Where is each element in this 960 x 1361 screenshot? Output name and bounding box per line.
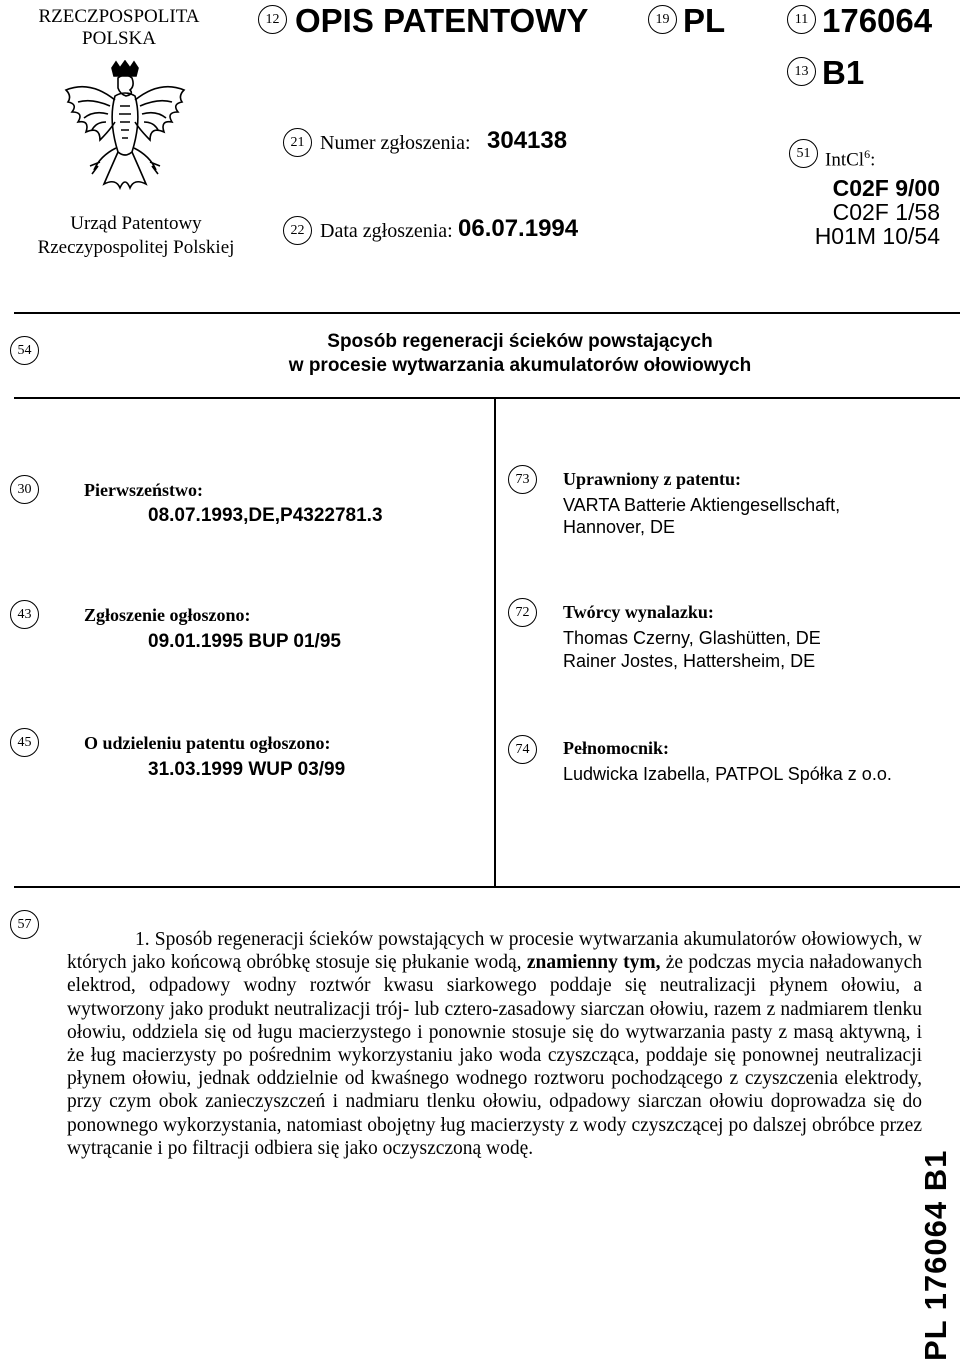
claim-text <box>67 928 922 1160</box>
title-divider <box>14 397 960 399</box>
office-line1: Urząd Patentowy <box>70 213 202 234</box>
inid-code-43: 43 <box>10 600 39 629</box>
owner-line2: Hannover, DE <box>563 517 676 537</box>
country-line1: RZECZPOSPOLITA <box>38 6 200 27</box>
owner-name <box>563 494 840 538</box>
inventors-label: Twórcy wynalazku: <box>563 602 714 622</box>
inid-code-22: 22 <box>283 216 312 245</box>
patent-office-name <box>26 212 246 260</box>
priority-label: Pierwszeństwo: <box>84 480 203 500</box>
grant-published-value: 31.03.1999 WUP 03/99 <box>148 759 346 780</box>
bib-divider <box>14 886 960 888</box>
int-cl-value-3: H01M 10/54 <box>814 223 940 249</box>
invention-title <box>260 330 780 378</box>
inventor-2: Rainer Jostes, Hattersheim, DE <box>563 651 816 671</box>
inid-code-30: 30 <box>10 475 39 504</box>
document-type: OPIS PATENTOWY <box>295 2 589 39</box>
title-line2: w procesie wytwarzania akumulatorów ołowiowych <box>288 355 752 376</box>
header-divider <box>14 312 960 314</box>
inid-code-54: 54 <box>10 336 39 365</box>
priority-value: 08.07.1993,DE,P4322781.3 <box>148 505 383 526</box>
office-line2: Rzeczypospolitej Polskiej <box>37 237 235 258</box>
inventors-names <box>563 627 821 673</box>
inid-code-51: 51 <box>789 139 818 168</box>
column-divider <box>494 398 496 886</box>
inid-code-45: 45 <box>10 728 39 757</box>
int-cl-value-1: C02F 9/00 <box>832 175 940 201</box>
country-code: PL <box>683 2 726 39</box>
claim-characterizing: znamienny tym, <box>526 952 661 974</box>
inid-code-57: 57 <box>10 910 39 939</box>
country-line2: POLSKA <box>82 28 156 49</box>
int-cl-colon: : <box>870 149 876 171</box>
int-cl-label <box>825 141 875 173</box>
patent-number: 176064 <box>822 2 933 39</box>
application-number: 304138 <box>487 127 568 154</box>
owner-line1: VARTA Batterie Aktiengesellschaft, <box>563 495 841 515</box>
vertical-patent-label: PL 176064 B1 <box>918 1149 953 1361</box>
claim-part2: że podczas mycia naładowanych elektrod, odpadowy wodny roztwór kwasu siarkowego poddaje się neutralizacji płynem ołowiu, a wytworzony jako produkt neutralizacji trój- lub cztero-zasadowy siarczan ołowiu, razem z nadmiarem tlenku ołowiu, oddziela się od ługu macierzystego i ponownie stosuje się do wytwarzania pasty z masą aktywną, i że ług macierzysty po pośrednim wykorzystaniu jako woda czyszcząca, poddaje się ponownej neutralizacji płynem ołowiu, jednak oddzielnie od kwaśnego wodnego roztworu pochodzącego z czyszczenia elektrody, przy czym obok zanieczyszczeń i nadmiaru tlenku ołowiu, odpadowy siarczan ołowiu doprowadza się do ponownego wykorzystania, natomiast obojętny ług macierzysty z wody czyszczącej po dalszej obróbce przez wytrącanie i po filtracji odbiera się jako oczyszczoną wodę. <box>67 952 922 1159</box>
inid-code-72: 72 <box>508 598 537 627</box>
inid-code-19: 19 <box>648 5 677 34</box>
filing-date-label: Data zgłoszenia: <box>320 220 453 242</box>
attorney-label: Pełnomocnik: <box>563 738 669 758</box>
kind-code: B1 <box>822 54 865 91</box>
inid-code-11: 11 <box>787 5 816 34</box>
inid-code-13: 13 <box>787 57 816 86</box>
country-name <box>34 6 204 50</box>
application-published-value: 09.01.1995 BUP 01/95 <box>148 631 341 652</box>
inid-code-73: 73 <box>508 465 537 494</box>
application-number-label: Numer zgłoszenia: <box>320 132 471 154</box>
claim-part1: 1. Sposób regeneracji ścieków powstających w procesie wytwarzania akumulatorów ołowiowych, w których jako końcową obróbkę stosuje się płukanie wodą, <box>67 929 922 974</box>
inventor-1: Thomas Czerny, Glashütten, DE <box>563 628 821 648</box>
int-cl-value-2: C02F 1/58 <box>832 199 940 225</box>
int-cl-text: IntCl <box>825 149 865 171</box>
int-cl-edition: 6 <box>864 147 871 161</box>
title-line1: Sposób regeneracji ścieków powstających <box>327 331 713 352</box>
polish-eagle-emblem <box>60 60 190 210</box>
int-cl-values <box>780 176 940 248</box>
application-published-label: Zgłoszenie ogłoszono: <box>84 605 251 625</box>
inid-code-74: 74 <box>508 735 537 764</box>
inid-code-21: 21 <box>283 128 312 157</box>
attorney-value: Ludwicka Izabella, PATPOL Spółka z o.o. <box>563 764 892 784</box>
filing-date: 06.07.1994 <box>458 215 579 242</box>
owner-label: Uprawniony z patentu: <box>563 469 742 489</box>
grant-published-label: O udzieleniu patentu ogłoszono: <box>84 733 331 753</box>
inid-code-12: 12 <box>258 5 287 34</box>
